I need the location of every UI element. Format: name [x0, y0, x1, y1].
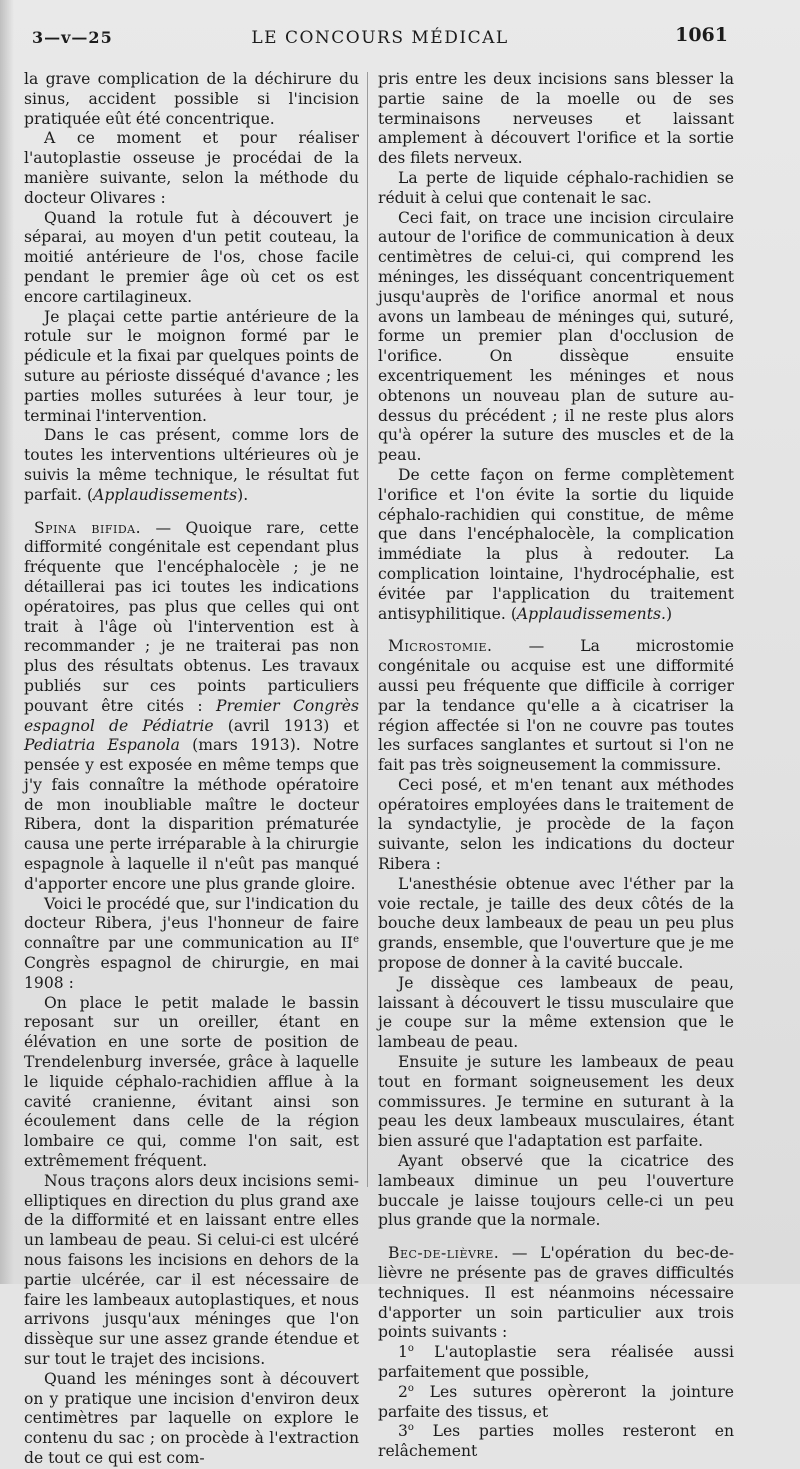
paragraph: Ensuite je suture les lambeaux de peau tout en formant soigneusement les deux commissures. Je termine en suturant à la peau les deux lambeaux musculaires, étant bien assuré que l'adaptation est parfaite.: [378, 1053, 734, 1151]
paragraph: Je plaçai cette partie antérieure de la rotule sur le moignon formé par le pédicule et la fixai par quelques points de suture au périoste disséqué d'avance ; les parties molles suturées à leur tour, je terminai l'intervention.: [24, 307, 359, 425]
superscript: e: [353, 934, 359, 946]
citation: Pediatria Espanola: [24, 736, 180, 755]
paragraph: Quand les méninges sont à découvert on y pratique une incision d'environ deux centimètres par laquelle on explore le contenu du sac ; on procède à l'extraction de tout ce qui est com-: [24, 1369, 359, 1467]
paragraph: Je dissèque ces lambeaux de peau, laissant à découvert le tissu musculaire que je coupe sur la même extension que le lambeau de peau.: [378, 973, 734, 1052]
list-number: 2: [398, 1382, 408, 1401]
list-item: [378, 1383, 734, 1423]
paragraph: Ceci fait, on trace une incision circulaire autour de l'orifice de communication à deux centimètres de celui-ci, qui comprend les méninges, les disséquant concentriquement jusqu'auprès de l'orifice anormal et nous avons un lambeau de méninges qui, suturé, forme un premier plan d'occlusion de l'orifice. On dissèque ensuite excentriquement les méninges et nous obtenons un nouveau plan de suture au-dessus du précédent ; il ne reste plus alors qu'à opérer la suture des muscles et de la peau.: [378, 208, 734, 465]
list-text: Les parties molles resteront en relâchement: [378, 1422, 734, 1461]
paragraph: L'anesthésie obtenue avec l'éther par la voie rectale, je taille des deux côtés de la bouche deux lambeaux de peau un peu plus grands, ensemble, que l'ouverture que je me propose de donner à la cavité buccale.: [378, 874, 734, 973]
issue-reference: 3—v—25: [32, 28, 113, 47]
paragraph: Ayant observé que la cicatrice des lambeaux diminue un peu l'ouverture buccale je laisse toujours celle-ci un peu plus grande que la normale.: [378, 1152, 734, 1230]
paragraph-text: — La microstomie congénitale ou acquise est une difformité aussi peu fréquente que difficile à corriger par la tendance qu'elle a à cicatriser la région affectée si l'on ne couvre pas toutes les surfaces sanglantes et surtout si l'on ne fait pas très soigneusement la commissure.: [378, 637, 734, 775]
paragraph: la grave complication de la déchirure du sinus, accident possible si l'incision pratiquée eût été concentrique.: [24, 70, 359, 128]
paragraph-text: (mars 1913). Notre pensée y est exposée en même temps que j'y fais connaître la méthode opératoire de mon inoubliable maître le docteur Ribera, dont la disparition prématurée causa une perte irréparable à la chirurgie espagnole à laquelle il n'eût pas manqué d'apporter encore une plus grande gloire.: [24, 736, 359, 893]
paragraph: [378, 466, 734, 624]
paragraph: La perte de liquide céphalo-rachidien se réduit à celui que contenait le sac.: [378, 168, 734, 207]
paragraph: On place le petit malade le bassin reposant sur un oreiller, étant en élévation en une sorte de position de Trendelenburg inversée, grâce à laquelle le liquide céphalo-rachidien afflue à la cavité cranienne, évitant ainsi son écoulement dans celle de la région lombaire ce qui, comme l'on sait, est extrêmement fréquent.: [24, 993, 359, 1171]
right-column: [378, 70, 734, 1461]
superscript: o: [407, 1422, 414, 1434]
paragraph-text: De cette façon on ferme complètement l'orifice et l'on évite la sortie du liquide céphalo-rachidien qui constitue, de même que dans l'encéphalocèle, la complication immédiate la plus à redouter. La complication lointaine, l'hydrocéphalie, est évitée par l'application du traitement antisyphilitique. (: [378, 465, 734, 623]
section-bec-de-lievre: [378, 1244, 734, 1343]
section-title: Microstomie.: [388, 637, 493, 656]
paragraph-text: — Quoique rare, cette difformité congénitale est cependant plus fréquente que l'encéphalocèle ; je ne détaillerai pas ici toutes les indications opératoires, pas plus que celles qui ont trait à l'âge où l'intervention est à recommander ; je ne traiterai pas non plus des résultats obtenus. Les travaux publiés sur ces points particuliers pouvant être cités :: [24, 518, 359, 715]
list-number: 1: [398, 1343, 408, 1362]
applause-note: Applaudissements.: [516, 604, 666, 623]
paragraph: Nous traçons alors deux incisions semi-elliptiques en direction du plus grand axe de la difformité et en laissant entre elles un lambeau de peau. Si celui-ci est ulcéré nous faisons les incisions en dehors de la partie ulcérée, car il est nécessaire de faire les lambeaux autoplastiques, et nous arrivons jusqu'aux méninges que l'on dissèque sur une assez grande étendue et sur tout le trajet des incisions.: [24, 1171, 359, 1368]
paragraph: [24, 426, 359, 505]
section-spina-bifida: [24, 519, 359, 895]
list-text: L'autoplastie sera réalisée aussi parfaitement que possible,: [378, 1343, 734, 1381]
column-divider: [367, 72, 368, 1187]
section-title: Bec-de-lièvre.: [388, 1244, 500, 1263]
paragraph-text: — L'opération du bec-de-lièvre ne présente pas de graves difficultés techniques. Il est néanmoins nécessaire d'apporter un soin particulier aux trois points suivants :: [378, 1244, 734, 1342]
paragraph-text: ).: [237, 485, 249, 504]
paragraph: Ceci posé, et m'en tenant aux méthodes opératoires employées dans le traitement de la syndactylie, je procède de la façon suivante, selon les indications du docteur Ribera :: [378, 775, 734, 874]
paragraph-text: ): [665, 604, 673, 623]
section-title: Spina bifida.: [34, 518, 142, 537]
list-text: Les sutures opèreront la jointure parfaite des tissus, et: [378, 1382, 734, 1421]
paragraph: pris entre les deux incisions sans blesser la partie saine de la moelle ou de ses terminaisons nerveuses et laissant amplement à découvert l'orifice et la sortie des filets nerveux.: [378, 70, 734, 168]
left-column: [24, 70, 359, 1467]
running-header: [32, 24, 728, 54]
paragraph-text: Voici le procédé que, sur l'indication du docteur Ribera, j'eus l'honneur de faire connaître par une communication au II: [24, 894, 359, 953]
list-number: 3: [398, 1422, 408, 1441]
paragraph-text: (avril 1913) et: [213, 716, 359, 735]
paragraph-text: Dans le cas présent, comme lors de toutes les interventions ultérieures où je suivis la même technique, le résultat fut parfait. (: [24, 426, 359, 504]
journal-title: LE CONCOURS MÉDICAL: [251, 28, 509, 48]
paragraph: [24, 895, 359, 994]
applause-note: Applaudissements: [93, 485, 238, 504]
paragraph-text: Congrès espagnol de chirurgie, en mai 1908 :: [24, 954, 359, 992]
list-item: [378, 1343, 734, 1383]
list-item: [378, 1422, 734, 1462]
page-number: 1061: [675, 24, 728, 46]
paragraph: A ce moment et pour réaliser l'autoplastie osseuse je procédai de la manière suivante, selon la méthode du docteur Olivares :: [24, 129, 359, 207]
superscript: o: [407, 1382, 414, 1394]
superscript: o: [407, 1343, 414, 1355]
section-microstomie: [378, 637, 734, 776]
citation: Premier Congrès espagnol de Pédiatrie: [24, 696, 359, 735]
paragraph: Quand la rotule fut à découvert je séparai, au moyen d'un petit couteau, la moitié antérieure de l'os, chose facile pendant le premier âge où cet os est encore cartilagineux.: [24, 208, 359, 306]
